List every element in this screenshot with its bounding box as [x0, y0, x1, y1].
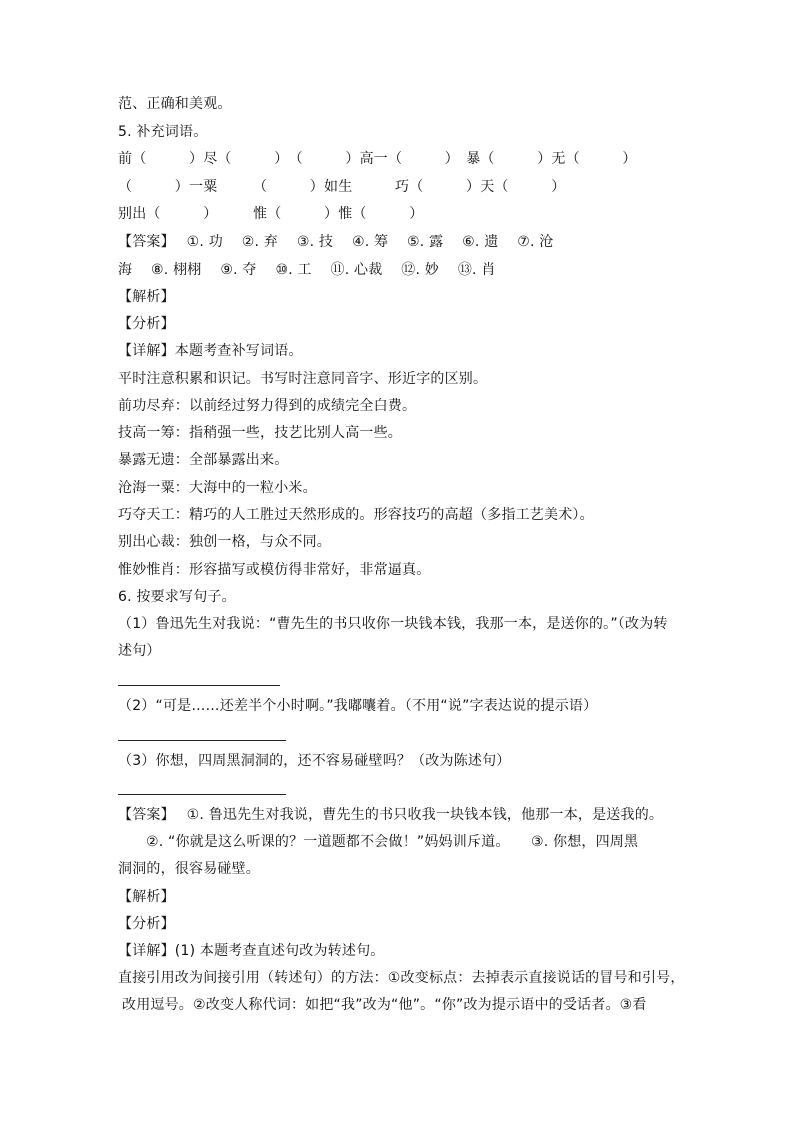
- question-6-method-line-1: 直接引用改为间接引用（转述句）的方法：①改变标点：去掉表示直接说话的冒号和引号，: [118, 970, 685, 986]
- question-5-row-1: 前（ ）尽（ ） （ ）高一（ ） 暴（ ）无（ ）: [118, 151, 637, 167]
- answer-blank-line-1[interactable]: [118, 685, 280, 686]
- question-5-note: 前功尽弃：以前经过努力得到的成绩完全白费。: [118, 398, 417, 414]
- question-5-answer-line-1: 【答案】 ①. 功 ②. 弃 ③. 技 ④. 筹 ⑤. 露 ⑥. 遗 ⑦. 沧: [118, 234, 554, 250]
- question-6-item-3: （3）你想，四周黑洞洞的，还不容易碰壁吗？（改为陈述句）: [118, 753, 511, 769]
- question-6-title: 6. 按要求写句子。: [118, 589, 236, 605]
- question-6-breakdown-heading: 【分析】: [118, 916, 175, 932]
- question-5-row-3: 别出（ ） 惟（ ）惟（ ）: [118, 206, 424, 222]
- intro-tail: 范、正确和美观。: [118, 96, 232, 112]
- question-6-method-line-2: 改用逗号。②改变人称代词：如把“我”改为“他”。“你”改为提示语中的受话者。③看: [122, 997, 647, 1013]
- question-6-item-2: （2）“可是……还差半个小时啊。”我嘟囔着。（不用“说”字表达说的提示语）: [118, 698, 598, 714]
- question-5-detail-intro: 【详解】本题考查补写词语。: [118, 343, 303, 359]
- question-6-detail-intro: 【详解】(1) 本题考查直述句改为转述句。: [118, 943, 385, 959]
- question-5-title: 5. 补充词语。: [118, 124, 208, 140]
- question-5-answer-line-2: 海 ⑧. 栩栩 ⑨. 夺 ⑩. 工 ⑪. 心裁 ⑫. 妙 ⑬. 肖: [118, 262, 496, 278]
- question-5-breakdown-heading: 【分析】: [118, 316, 175, 332]
- question-5-note: 别出心裁：独创一格，与众不同。: [118, 534, 331, 550]
- question-5-note: 平时注意积累和识记。书写时注意同音字、形近字的区别。: [118, 371, 488, 387]
- question-6-answer-line-1: 【答案】 ①. 鲁迅先生对我说，曹先生的书只收我一块钱本钱，他那一本，是送我的。: [118, 807, 664, 823]
- answer-blank-line-2[interactable]: [118, 740, 286, 741]
- question-5-note: 暴露无遗：全部暴露出来。: [118, 452, 289, 468]
- question-5-row-2: （ ）一粟 （ ）如生 巧（ ）天（ ）: [118, 179, 566, 195]
- question-6-item-1-line-2: 述句）: [118, 643, 161, 659]
- question-6-item-1-line-1: （1）鲁迅先生对我说：“曹先生的书只收你一块钱本钱，我那一本，是送你的。”（改为转: [118, 616, 668, 632]
- question-6-analysis-heading: 【解析】: [118, 889, 175, 905]
- question-5-analysis-heading: 【解析】: [118, 289, 175, 305]
- question-6-answer-line-3: 洞洞的，很容易碰壁。: [118, 861, 260, 877]
- question-5-note: 沧海一粟：大海中的一粒小米。: [118, 480, 317, 496]
- question-6-answer-line-2: ②. “你就是这么听课的？一道题都不会做！”妈妈训斥道。 ③. 你想，四周黑: [146, 834, 639, 850]
- question-5-note: 巧夺天工：精巧的人工胜过天然形成的。形容技巧的高超（多指工艺美术）。: [118, 507, 594, 523]
- question-5-note: 技高一筹：指稍强一些，技艺比别人高一些。: [118, 425, 402, 441]
- question-5-note: 惟妙惟肖：形容描写或模仿得非常好，非常逼真。: [118, 562, 431, 578]
- answer-blank-line-3[interactable]: [118, 794, 286, 795]
